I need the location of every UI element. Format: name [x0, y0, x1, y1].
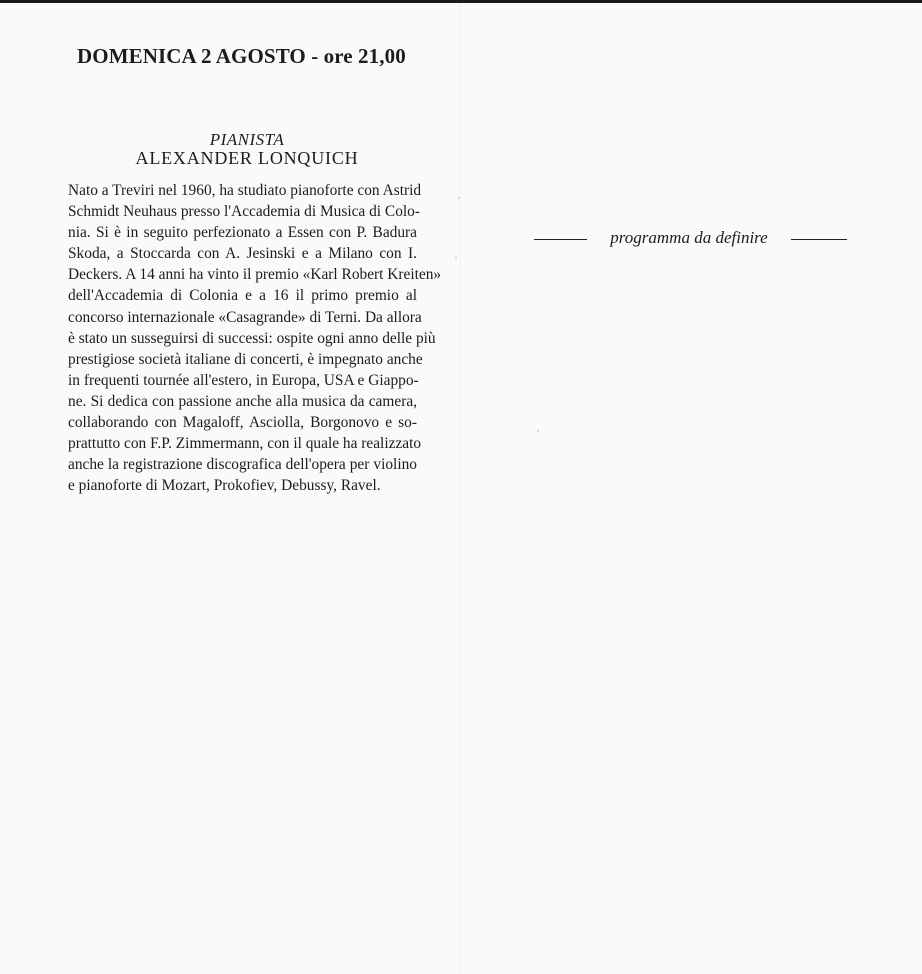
- biography-line: in frequenti tournée all'estero, in Europa, USA e Giappo-: [68, 371, 419, 389]
- left-dash-rule: [534, 239, 587, 240]
- page-fold: [460, 3, 461, 974]
- biography-line: prestigiose società italiane di concerti, è impegnato anche: [68, 350, 423, 368]
- biography-line: prattutto con F.P. Zimmermann, con il quale ha realizzato: [68, 435, 422, 453]
- performer-role: PIANISTA: [209, 130, 285, 149]
- biography-line: dell'Accademia di Colonia e a 16 il primo premio al: [68, 287, 417, 305]
- biography-line: concorso internazionale «Casagrande» di Terni. Da allora: [68, 308, 422, 326]
- paper-speck: [537, 430, 539, 432]
- paper-speck: [458, 197, 460, 199]
- biography-line: Skoda, a Stoccarda con A. Jesinski e a Milano con I.: [68, 245, 417, 263]
- biography-line: Deckers. A 14 anni ha vinto il premio «Karl Robert Kreiten»: [68, 266, 442, 284]
- page-top-edge: [0, 0, 922, 3]
- paper-speck: [455, 257, 457, 259]
- biography-line: anche la registrazione discografica dell'opera per violino: [68, 456, 417, 474]
- biography-line: ne. Si dedica con passione anche alla musica da camera,: [68, 392, 417, 410]
- biography-text: [68, 180, 442, 496]
- biography-line: Nato a Treviri nel 1960, ha studiato pianoforte con Astrid: [68, 182, 422, 199]
- biography-line: collaborando con Magaloff, Asciolla, Borgonovo e so-: [68, 414, 417, 432]
- program-note-row: [534, 226, 847, 250]
- biography-line: è stato un susseguirsi di successi: ospite ogni anno delle più: [68, 329, 436, 347]
- biography-line: Schmidt Neuhaus presso l'Accademia di Musica di Colo-: [68, 203, 420, 221]
- right-dash-rule: [791, 239, 847, 240]
- event-date-heading: DOMENICA 2 AGOSTO - ore 21,00: [77, 44, 406, 68]
- performer-name: ALEXANDER LONQUICH: [135, 148, 359, 168]
- biography-line: e pianoforte di Mozart, Prokofiev, Debussy, Ravel.: [68, 477, 381, 495]
- biography-line: nia. Si è in seguito perfezionato a Essen con P. Badura: [68, 224, 417, 242]
- program-note: programma da definire: [610, 228, 768, 247]
- performer-block: [77, 130, 417, 168]
